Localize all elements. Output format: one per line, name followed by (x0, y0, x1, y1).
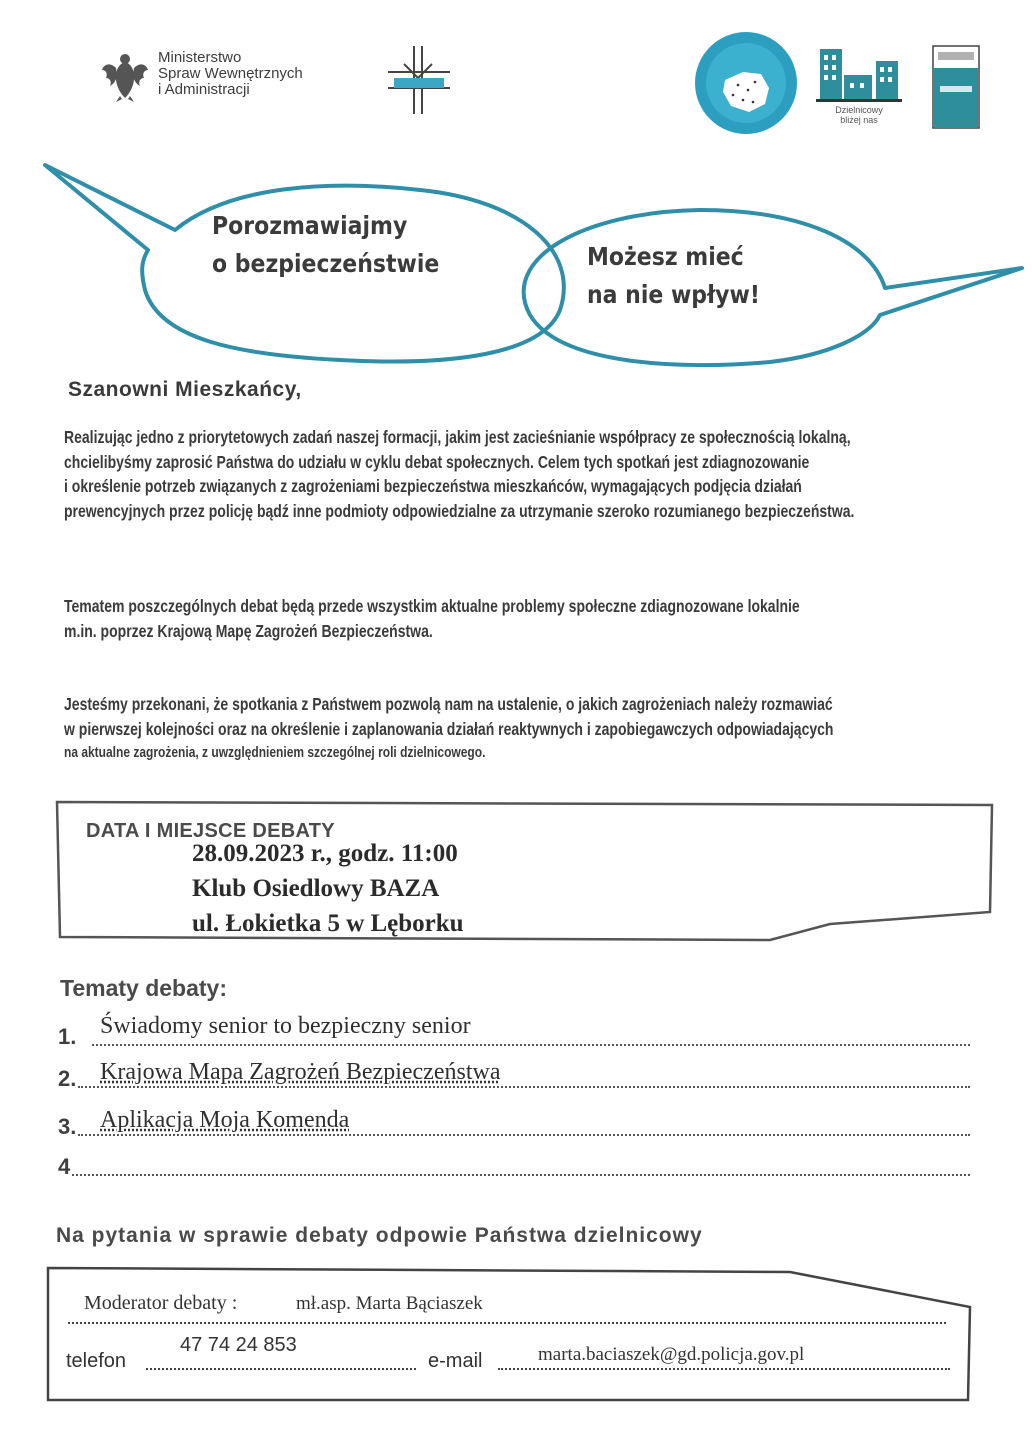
dotted-line (72, 1174, 970, 1176)
topic-number: 2. (58, 1066, 77, 1091)
moja-komenda-app-logo-icon (932, 40, 980, 130)
logo-text-line: bliżej nas (840, 115, 878, 125)
topic-number: 3. (58, 1114, 77, 1139)
dzielnicowy-blizej-nas-logo (814, 45, 904, 135)
topic-number: 4 (58, 1154, 71, 1179)
topic-item (58, 1013, 970, 1049)
event-address: ul. Łokietka 5 w Lęborku (192, 910, 464, 937)
dotted-line (68, 1322, 946, 1324)
dotted-line (78, 1134, 970, 1136)
moderator-label: Moderator debaty : (84, 1292, 238, 1314)
questions-note: Na pytania w sprawie debaty odpowie Państwa dzielnicowy (56, 1224, 703, 1247)
greeting: Szanowni Mieszkańcy, (68, 378, 302, 401)
paragraph-line: m.in. poprzez Krajową Mapę Zagrożeń Bezpieczeństwa. (64, 620, 433, 641)
ministry-line: i Administracji (158, 81, 250, 98)
dotted-line (146, 1368, 416, 1370)
dotted-line (498, 1368, 950, 1370)
topic-item (58, 1060, 970, 1090)
topic-number: 1. (58, 1024, 77, 1049)
paragraph-line: chcielibyśmy zaprosić Państwa do udziału w cyklu debat społecznych. Celem tych spotkań jest zdiagnozowanie (64, 451, 810, 472)
event-box-title: DATA I MIEJSCE DEBATY (86, 820, 335, 842)
phone-label: telefon (66, 1350, 127, 1372)
event-date-time: 28.09.2023 r., godz. 11:00 (192, 840, 458, 867)
ministry-line: Spraw Wewnętrznych (158, 65, 303, 82)
bubble-line: o bezpieczeństwie (212, 249, 440, 278)
topic-text: Krajowa Mapa Zagrożeń Bezpieczeństwa (100, 1059, 501, 1085)
polish-eagle-emblem-icon (100, 50, 150, 102)
topic-text: Świadomy senior to bezpieczny senior (100, 1013, 471, 1039)
bubble-line: Możesz mieć (587, 242, 744, 271)
krajowa-mapa-zagrozen-logo-icon (693, 30, 799, 136)
left-bubble-text (212, 207, 439, 283)
logo-text-line: Dzielnicowy (835, 105, 883, 115)
header (0, 0, 1032, 140)
email-value: marta.baciaszek@gd.policja.gov.pl (538, 1344, 805, 1365)
paragraph-line: prewencyjnych przez policję bądź inne podmioty odpowiedzialne za utrzymanie szeroko rozumianego bezpieczeństwa. (64, 500, 855, 521)
dzielnicowy-logo-text (814, 105, 904, 125)
paragraph-intro (64, 425, 984, 523)
topic-text: Aplikacja Moja Komenda (100, 1107, 350, 1133)
moderator-value: mł.asp. Marta Bąciaszek (296, 1293, 483, 1314)
phone-value: 47 74 24 853 (180, 1334, 297, 1356)
email-label: e-mail (428, 1350, 483, 1372)
paragraph-line: w pierwszej kolejności oraz na określenie i zaplanowania działań reaktywnych i zapobiegawczych odpowiadających (64, 718, 834, 739)
paragraph-line: na aktualne zagrożenia, z uwzględnieniem szczególnej roli dzielnicowego. (64, 744, 486, 762)
police-cross-logo-icon (384, 42, 454, 117)
paragraph-topics (64, 594, 984, 643)
ministry-name (158, 50, 303, 98)
paragraph-line: Tematem poszczególnych debat będą przede wszystkim aktualne problemy społeczne zdiagnozowane lokalnie (64, 596, 800, 616)
paragraph-line: Realizując jedno z priorytetowych zadań naszej formacji, jakim jest zacieśnianie współpracy ze społecznością lokalną, (64, 427, 851, 447)
bubble-line: na nie wpływ! (587, 280, 760, 309)
contact-box-frame (0, 1250, 1032, 1430)
paragraph-conviction (64, 692, 984, 766)
buildings-icon (814, 45, 904, 105)
right-bubble-text (587, 238, 760, 314)
ministry-line: Ministerstwo (158, 49, 242, 66)
dotted-line (92, 1044, 970, 1046)
topics-title: Tematy debaty: (60, 975, 228, 1001)
paragraph-line: Jesteśmy przekonani, że spotkania z Państwem pozwolą nam na ustalenie, o jakich zagrożeniach należy rozmawiać (64, 694, 833, 714)
dotted-line (78, 1086, 970, 1088)
bubble-line: Porozmawiajmy (212, 211, 408, 240)
speech-bubbles-graphic (0, 140, 1032, 380)
paragraph-line: i określenie potrzeb związanych z zagrożeniami bezpieczeństwa mieszkańców, wymagających podjęcia działań (64, 476, 802, 497)
event-venue: Klub Osiedlowy BAZA (192, 875, 440, 902)
topic-item (58, 1108, 970, 1138)
topic-item (58, 1148, 970, 1178)
